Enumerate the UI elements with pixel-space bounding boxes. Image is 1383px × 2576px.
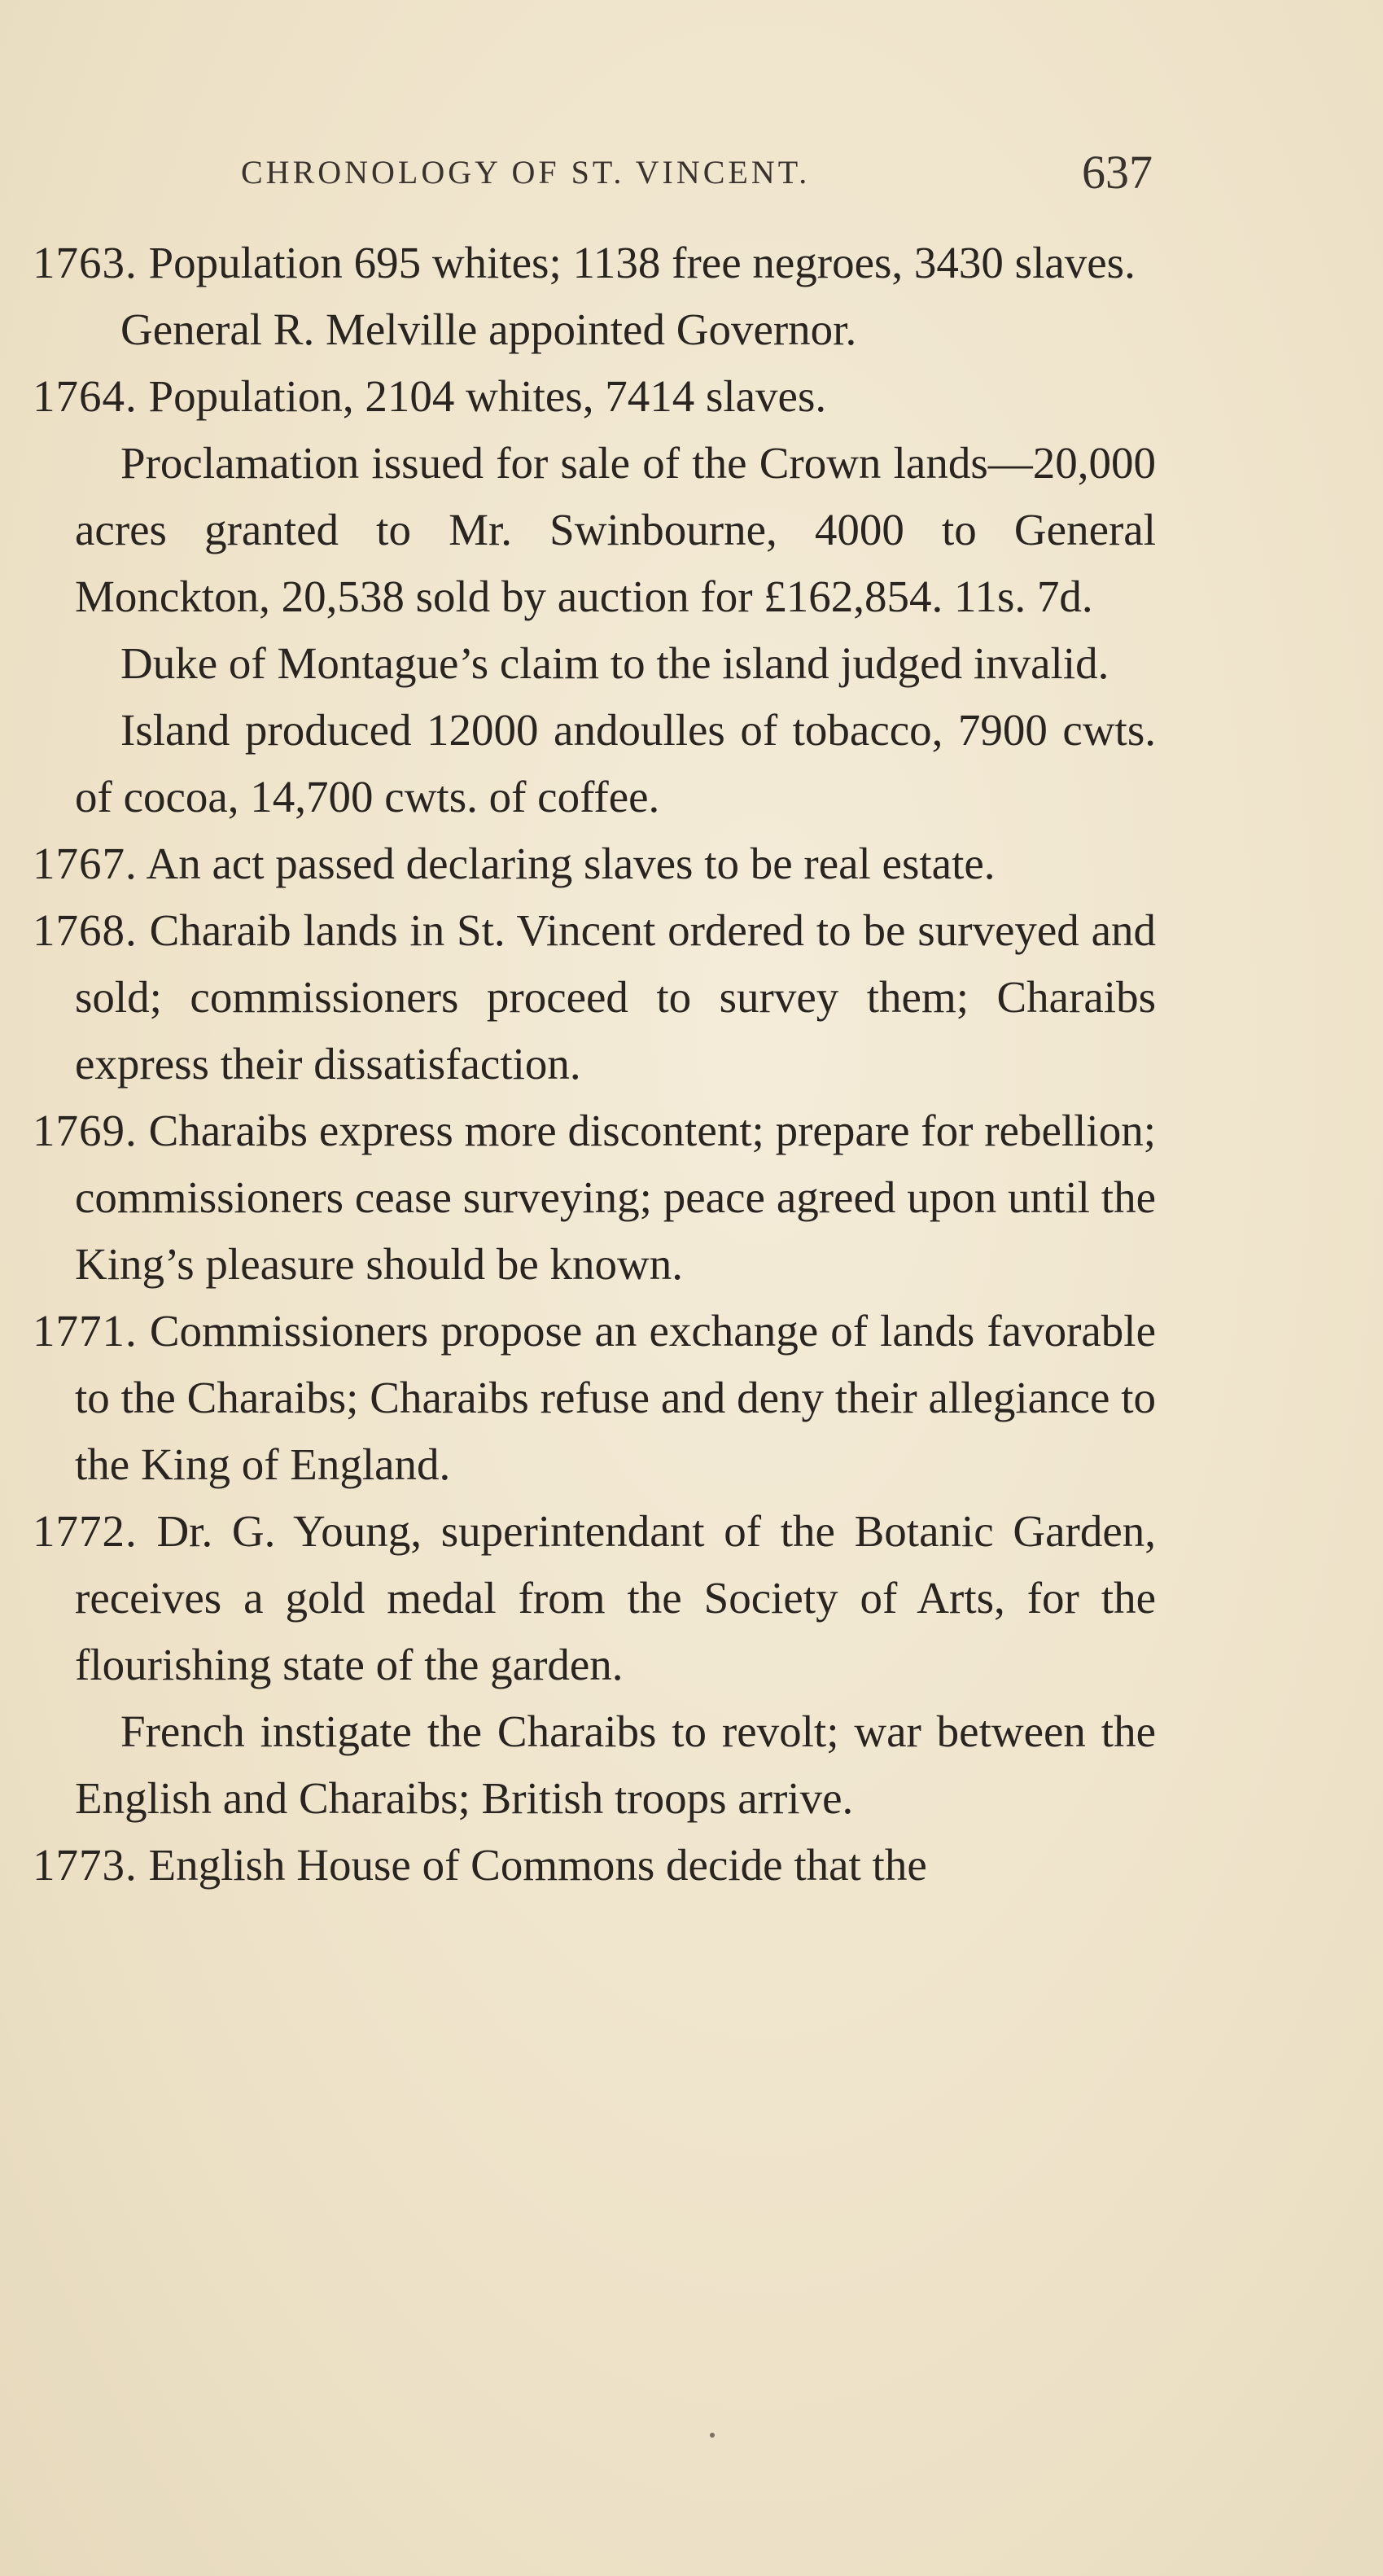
chronology-entry xyxy=(33,630,1156,697)
page-mark xyxy=(710,2433,715,2438)
chronology-entry xyxy=(33,1832,1156,1899)
entry-text: Population, 2104 whites, 7414 slaves. xyxy=(148,371,827,421)
entry-year: 1771. xyxy=(33,1306,138,1356)
chronology-entry xyxy=(33,1298,1156,1498)
entry-text: Duke of Montague’s claim to the island judged invalid. xyxy=(120,638,1109,688)
entry-text: French instigate the Charaibs to revolt; war between the English and Charaibs; British troops arrive. xyxy=(75,1706,1156,1823)
page-number: 637 xyxy=(1082,146,1153,199)
entry-year: 1763. xyxy=(33,238,138,287)
entry-year: 1773. xyxy=(33,1840,138,1890)
entry-text: Proclamation issued for sale of the Crown lands—20,000 acres granted to Mr. Swinbourne, 4000 to General Monckton, 20,538 sold by auction for £162,854. 11s. 7d. xyxy=(75,438,1156,621)
entry-text: Population 695 whites; 1138 free negroes, 3430 slaves. xyxy=(148,238,1136,287)
entry-year: 1764. xyxy=(33,371,138,421)
entry-text: Island produced 12000 andoulles of tobacco, 7900 cwts. of cocoa, 14,700 cwts. of coffee. xyxy=(75,705,1156,821)
entry-text: Dr. G. Young, superintendant of the Botanic Garden, receives a gold medal from the Society of Arts, for the flourishing state of the garden. xyxy=(75,1506,1156,1689)
entry-text: Commissioners propose an exchange of lands favorable to the Charaibs; Charaibs refuse and deny their allegiance to the King of England. xyxy=(75,1306,1156,1489)
chronology-entry xyxy=(33,363,1156,430)
entry-text: Charaibs express more discontent; prepare for rebellion; commissioners cease surveying; peace agreed upon until the King’s pleasure should be known. xyxy=(75,1106,1156,1289)
chronology-text xyxy=(33,230,1156,1899)
chronology-entry xyxy=(33,1698,1156,1832)
chronology-entry xyxy=(33,430,1156,630)
entry-year: 1769. xyxy=(33,1106,138,1155)
running-head xyxy=(29,145,1161,210)
entry-year: 1767. xyxy=(33,839,138,888)
entry-text: General R. Melville appointed Governor. xyxy=(120,304,857,354)
chronology-entry xyxy=(33,697,1156,830)
entry-text: Charaib lands in St. Vincent ordered to be surveyed and sold; commissioners proceed to survey them; Charaibs express their dissatisfaction. xyxy=(75,905,1156,1089)
running-title: CHRONOLOGY OF ST. VINCENT. xyxy=(241,154,811,191)
chronology-entry xyxy=(33,230,1156,296)
entry-text: English House of Commons decide that the xyxy=(148,1840,927,1890)
entry-text: An act passed declaring slaves to be real estate. xyxy=(146,839,996,888)
chronology-entry xyxy=(33,1498,1156,1698)
entry-year: 1772. xyxy=(33,1506,138,1556)
entry-year: 1768. xyxy=(33,905,138,955)
chronology-entry xyxy=(33,830,1156,897)
chronology-entry xyxy=(33,1097,1156,1298)
chronology-entry xyxy=(33,897,1156,1097)
chronology-entry xyxy=(33,296,1156,363)
